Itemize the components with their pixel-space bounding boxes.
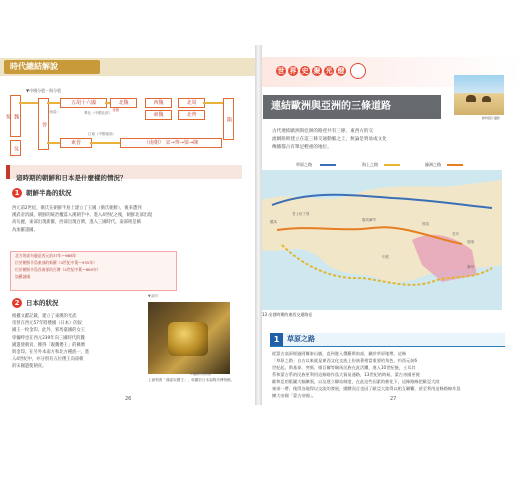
- map-label: 撒馬爾罕: [362, 218, 376, 222]
- map-label: 印度: [382, 255, 389, 259]
- korea-notes-box: 北方的高句麗是西元前37年～668年 位於朝鮮半島東部的新羅（4世紀中葉～935年） 位於朝鮮半島西南部的百濟（4世紀中葉～660年） 加羅諸國: [10, 251, 177, 291]
- arrow-4: [203, 102, 223, 104]
- dynasty-dongjin: 東晉: [60, 138, 92, 148]
- sub1-text: 西元前2世紀，衛氏在朝鮮半島上建立了王國（衛氏朝鮮），後來遭到 漢武帝消滅，朝鮮的統治權落入漢朝手中。進入4世紀之後，朝鮮北部出現 高句麗，東部出現新羅，西部出現百濟，進入三國時代。南部則是稱 為加羅諸國。: [12, 206, 153, 233]
- right-intro: 古代連結歐洲與亞洲的路徑共有三條，東西方的交 流網絡則建立在這三條交通動脈之上，無論是貿易或文化 傳播都占有舉足輕重的地位。: [272, 129, 387, 150]
- sub2-title: 日本的狀況: [26, 299, 59, 307]
- xijin-label: （西晉）: [46, 110, 60, 114]
- arrow-6: [90, 142, 120, 144]
- photo-caption: 上面刻著「漢委奴國王」，收藏於日本福岡市博物館。: [148, 378, 235, 382]
- photo-credit: ©福岡市博物館: [190, 372, 212, 376]
- arrow-2: [47, 102, 60, 104]
- jiangnan-label: 江南（中國南部）: [88, 132, 116, 136]
- gold-seal-icon: [168, 322, 208, 356]
- right-photo-credit: 動物圖片攝影: [482, 116, 501, 120]
- dynasty-beiwei: 北魏: [110, 98, 137, 108]
- map-label: 敦煌: [422, 222, 429, 226]
- diagram-caption: ▼中國分裂－與分裂: [26, 88, 62, 93]
- globe-icon: [350, 63, 366, 79]
- dynasty-wuhu: 五胡十六國: [60, 98, 107, 108]
- camel-icon: [466, 95, 476, 102]
- section-title-bar: 這時期的朝鮮和日本是什麼樣的情況？: [6, 165, 242, 179]
- page-number-left: 26: [125, 396, 132, 402]
- huabei-label: 華北（中國北部）: [84, 111, 112, 115]
- dynasty-xiwei: 西魏: [145, 98, 172, 108]
- sub2-badge: 2: [12, 298, 22, 308]
- map-label: 君士坦丁堡: [292, 212, 310, 216]
- book-spine: [255, 45, 262, 405]
- dynasty-wu: 吳: [10, 140, 21, 156]
- arrow-3: [105, 102, 110, 104]
- arrow-5: [47, 142, 60, 144]
- silk-road-map: [262, 170, 502, 310]
- dynasty-nanchao: （南朝） 宋→齊→梁→陳: [120, 138, 222, 148]
- right-page-title: 連結歐洲與亞洲的三條道路: [263, 95, 441, 119]
- dynasty-sui: 隋: [223, 98, 234, 140]
- beichao-label: 北朝: [112, 108, 119, 112]
- gold-seal-photo: [148, 302, 230, 374]
- sub1-badge: 1: [12, 188, 22, 198]
- camel-photo: [454, 75, 504, 115]
- map-label: 洛陽: [467, 240, 474, 244]
- dynasty-dongwei: 東魏: [145, 110, 172, 120]
- dynasty-jin: 晉: [38, 98, 49, 150]
- sub1-title: 朝鮮半島的狀況: [26, 189, 72, 197]
- sub2-text: 根據文獻記載，建立了東漢的光武 帝曾在西元57年將倭國（日本）的奴 國王一枚金印。此外，邪馬臺國的女王 卑彌呼也在西元239年向三國時代的魏 國遣使朝貢，獲得「親魏倭王」的稱號 與金印。在另外本南方和北方種族一，進 入4世紀中，亦分別有五位倭王向南朝 的宋國遣使朝貢。: [12, 314, 90, 370]
- map-label: 長安: [452, 232, 459, 236]
- page-number-right: 27: [390, 396, 397, 402]
- map-label: 廣州: [467, 265, 474, 269]
- map-svg: [262, 170, 502, 310]
- section2-title: 草原之路: [287, 335, 315, 343]
- arrow-1: [19, 102, 38, 104]
- left-header-tab: 時代總結解說: [4, 60, 100, 74]
- map-caption: 13 出發時期的東西交通路徑: [262, 312, 313, 317]
- dynasty-beizhou: 北周: [178, 98, 205, 108]
- section2-text: 從蒙古高原經過阿爾泰山脈，直到進入俄羅斯南部，屬於草原地帶。這條 「草原之路」自古以來就是東西文化交流上扮演著相當重要的角色，約西元前6 世紀起，斯基泰、突厥、維吾爾等騎馬民族在此活躍，進入10世紀後，土耳其 系和蒙古系的民族更利用這條路作爲大貿易通路，13世紀的時候，蒙古帝國更使 歐和亞的版圖大幅擴張，以及建立驛站制度，在此這些因素的催化下，這條路線把歐亞大陸 東部一帶，使得各地得以交流的發展，總體而言也因了歐亞大陸得以相互聯繫，甚至利用這條路線作爲 擴大帝國「蒙古帝國」。: [272, 351, 461, 398]
- section2-number: 1: [270, 333, 283, 346]
- camel-icon: [482, 96, 491, 102]
- dynasty-wei-shu: 魏 蜀: [10, 95, 21, 137]
- dynasty-beiqi: 北齊: [178, 110, 205, 120]
- map-label: 羅馬: [270, 220, 277, 224]
- photo-caption-top: ▼金印: [148, 294, 158, 298]
